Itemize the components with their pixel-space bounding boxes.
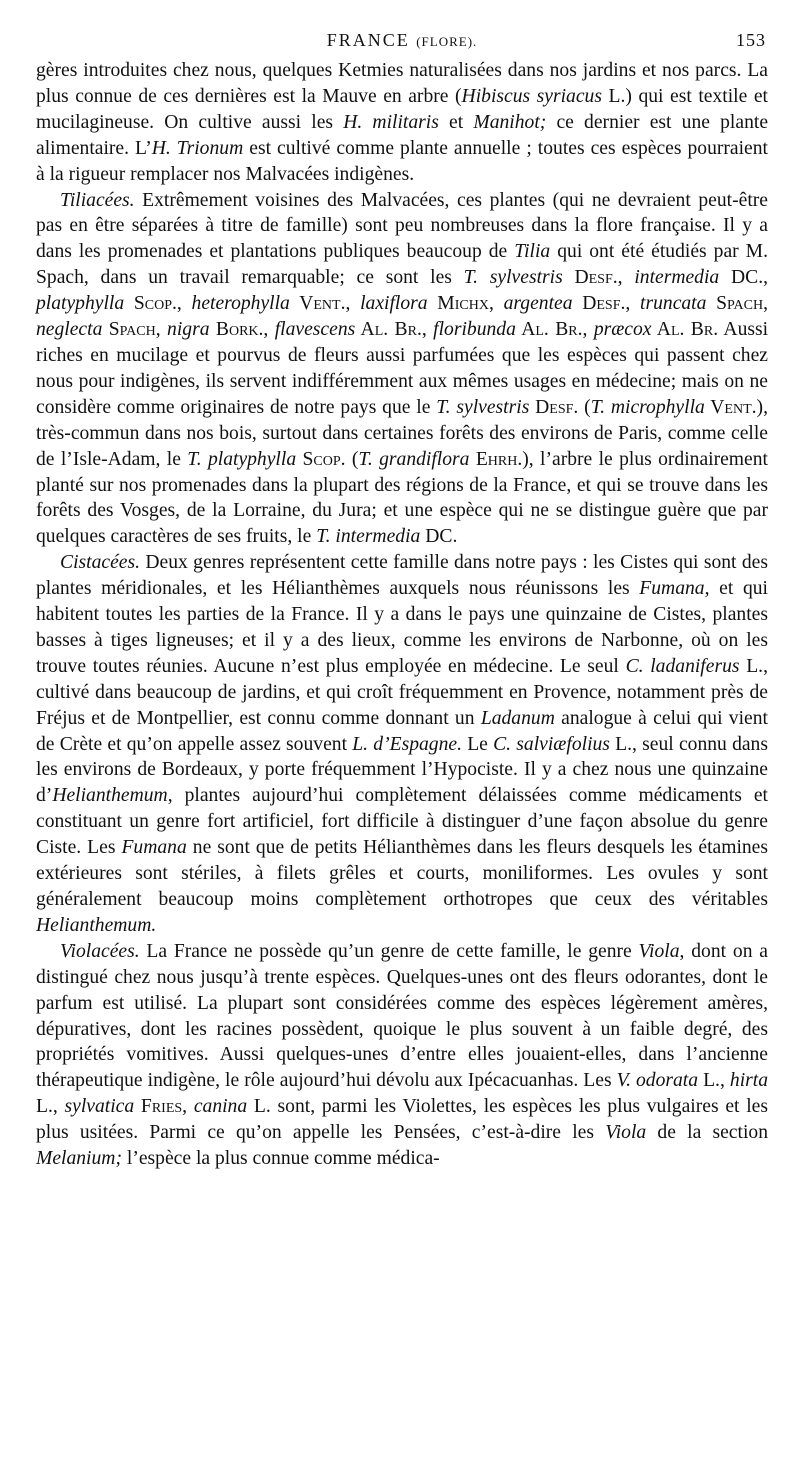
running-head (36, 30, 768, 58)
italic-term: truncata (640, 293, 707, 315)
italic-term: T. sylvestris (436, 396, 530, 418)
italic-term: flavescens (274, 319, 356, 341)
text-run: , (155, 319, 168, 341)
author-abbrev: Ehrh. (469, 448, 523, 470)
text-run: DC. (420, 526, 458, 548)
italic-term: T. platyphylla (187, 448, 297, 470)
italic-term: Viola (638, 940, 680, 962)
italic-term: præcox (593, 319, 652, 341)
author-abbrev: Spach (102, 319, 156, 341)
italic-term: Helianthemum. (36, 914, 157, 936)
text-run: qui ont été étudiés par M. Spach, dans un travail remarquable; ce sont les (36, 241, 768, 289)
italic-term: T. microphylla (590, 396, 705, 418)
text-run: ce dernier est une plante alimentaire. L’ (36, 111, 769, 159)
text-run: gères introduites chez nous, quelques Ketmies naturalisées dans nos jardins et nos parcs. La plus connue de ces dernières est la Mauve en arbre ( (36, 60, 768, 107)
italic-term: L. d’Espagne. (352, 733, 462, 755)
author-abbrev: Al. Br. (355, 319, 422, 341)
italic-term: Ladanum (480, 707, 555, 729)
running-title-main: FRANCE (326, 30, 410, 50)
text-run: , dont on a distingué chez nous jusqu’à trente espèces. Quelques-unes ont des fleurs odorantes, dont le parfum est utilisé. La plupart sont considérées comme des espèces légèrement amères, dépuratives, dont les racines possèdent, quoique le plus souvent à un faible degré, des propriétés vomitives. Aussi quelques-unes d’entre elles jouaient-elles, dans l’ancienne thérapeutique indigène, le rôle aujourd’hui dévolu aux Ipécacuanhas. Les (36, 940, 768, 1092)
paragraph-tiliacees (36, 188, 768, 551)
italic-term: Viola (605, 1122, 647, 1144)
text-run: l’espèce la plus connue comme médica- (121, 1148, 440, 1170)
italic-term: platyphylla (36, 293, 125, 315)
italic-term: heterophylla (191, 293, 290, 315)
author-abbrev: Bork. (209, 319, 264, 341)
text-run: L., (36, 1096, 65, 1118)
italic-term: nigra (167, 319, 210, 341)
running-title-sub: (FLORE). (416, 34, 478, 49)
text-run: L., (698, 1070, 730, 1092)
italic-term: T. grandiflora (358, 448, 470, 470)
italic-term: Manihot; (473, 111, 547, 133)
author-abbrev: Fries (134, 1096, 183, 1118)
author-abbrev: Desf. (572, 293, 626, 315)
text-run: Extrêmement voisines des Malvacées, ces plantes (qui ne devraient peut-être pas en être séparées à titre de famille) sont peu nombreuses dans la flore française. Il y a dans les promenades et plantations publiques beaucoup de (36, 189, 768, 263)
text-run: ne sont que de petits Hélianthèmes dans les fleurs desquels les étamines extérieures sont stériles, à filets grêles et courts, moniliformes. Les ovules y sont généralement beaucoup moins complètement orthotropes que ceux des véritables (36, 837, 769, 910)
text-run: , plantes aujourd’hui complètement délaissées comme médicaments et constituant un genre fort artificiel, fort difficile à distinguer d’une façon absolue du genre Ciste. Les (36, 785, 768, 859)
text-run: et (438, 111, 474, 133)
text-run: La France ne possède qu’un genre de cette famille, le genre (139, 940, 639, 962)
author-abbrev: Scop. (296, 448, 346, 470)
text-run: , (345, 293, 361, 315)
running-title (36, 30, 768, 51)
text-run: analogue à celui qui vient de Crète et qu’on appelle assez souvent (36, 707, 768, 755)
author-abbrev: Michx (427, 293, 489, 315)
text-run: ), très-commun dans nos bois, surtout dans certaines forêts des environs de Paris, comme celle de l’Isle-Adam, le (36, 396, 768, 470)
paragraph-cistacees (36, 550, 768, 939)
text-run: DC., (719, 267, 769, 289)
italic-term: V. odorata (616, 1070, 699, 1092)
text-run: , (582, 319, 594, 341)
italic-term: Tiliacées. (60, 189, 135, 211)
author-abbrev: Vent. (704, 396, 757, 418)
author-abbrev: Al. Br. (515, 319, 583, 341)
author-abbrev: Desf. (562, 267, 618, 289)
italic-term: neglecta (36, 319, 103, 341)
author-abbrev: Scop. (124, 293, 177, 315)
italic-term: H. Trionum (151, 137, 244, 159)
text-run: est cultivé comme plante annuelle ; toutes ces espèces pourraient à la rigueur remplacer nos Malvacées indigènes. (36, 137, 768, 185)
author-abbrev: Spach (706, 293, 764, 315)
text-run: , (763, 293, 769, 315)
body-text (36, 58, 768, 1172)
italic-term: hirta (729, 1070, 768, 1092)
italic-term: canina (193, 1096, 248, 1118)
text-run: , (421, 319, 434, 341)
italic-term: Melanium; (36, 1148, 122, 1170)
italic-term: Hibiscus syriacus (461, 85, 602, 107)
text-run: , (488, 293, 504, 315)
text-run: , (625, 293, 641, 315)
italic-term: Fumana (121, 837, 187, 859)
text-run: ), l’arbre le plus ordinairement planté sur nos promenades dans la plupart des régions de la France, et qui se trouve dans les forêts des Vosges, de la Lorraine, du Jura; et une espèce qui ne se distingue guère que par quelques caractères de ses fruits, le (36, 448, 768, 548)
text-run: de la section (646, 1122, 768, 1144)
italic-term: intermedia (634, 267, 720, 289)
italic-term: C. salviæfolius (493, 733, 610, 755)
text-run: L., cultivé dans beaucoup de jardins, et qui croît fréquemment en Provence, notamment près de Fréjus et de Montpellier, est connu comme donnant un (36, 655, 768, 729)
text-run: , (617, 267, 635, 289)
text-run: ( (345, 448, 359, 470)
text-run: L., seul connu dans les environs de Bordeaux, y porte fréquemment l’Hypociste. Il y a chez nous une quinzaine d’ (36, 733, 768, 807)
author-abbrev: Vent. (289, 293, 346, 315)
italic-term: sylvatica (64, 1096, 135, 1118)
text-run: , (263, 319, 275, 341)
text-run: , et qui habitent toutes les parties de la France. Il y a dans le pays une quinzaine de Cistes, plantes basses à tiges ligneuses; et il y a des lieux, comme les environs de Narbonne, où on les trouve toutes réunies. Aucune n’est plus employée en médecine. Le seul (36, 578, 768, 677)
italic-term: C. ladaniferus (625, 655, 740, 677)
text-run: , (176, 293, 192, 315)
book-page (36, 30, 768, 1172)
italic-term: floribunda (433, 319, 516, 341)
italic-term: argentea (503, 293, 573, 315)
text-run: Aussi riches en mucilage et pourvus de fleurs aussi parfumées que les espèces qui passent chez nous pour indigènes, ils servent indifféremment aux mêmes usages en médecine; mais on ne considère comme originaires de notre pays que le (36, 319, 769, 418)
italic-term: Cistacées. (60, 552, 140, 574)
italic-term: T. sylvestris (463, 267, 563, 289)
text-run: ( (578, 396, 591, 418)
author-abbrev: Al. Br. (651, 319, 719, 341)
italic-term: Violacées. (60, 940, 140, 962)
italic-term: laxiflora (360, 293, 428, 315)
italic-term: Tilia (514, 241, 551, 263)
text-run: L. sont, parmi les Violettes, les espèces les plus vulgaires et les plus usitées. Parmi ce qu’on appelle les Pensées, c’est-à-dire les (36, 1096, 768, 1144)
paragraph-malvacees-end (36, 58, 768, 188)
paragraph-violacees (36, 939, 768, 1172)
text-run: L.) qui est textile et mucilagineuse. On cultive aussi les (36, 85, 768, 133)
text-run: Deux genres représentent cette famille dans notre pays : les Cistes qui sont des plantes méridionales, et les Hélianthèmes auxquels nous réunissons les (36, 552, 768, 600)
italic-term: T. intermedia (316, 526, 421, 548)
author-abbrev: Desf. (529, 396, 579, 418)
page-number: 153 (736, 30, 766, 50)
italic-term: H. militaris (343, 111, 439, 133)
italic-term: Helianthemum (52, 785, 168, 807)
text-run: , (182, 1096, 194, 1118)
text-run: Le (461, 733, 494, 755)
italic-term: Fumana (639, 578, 705, 600)
